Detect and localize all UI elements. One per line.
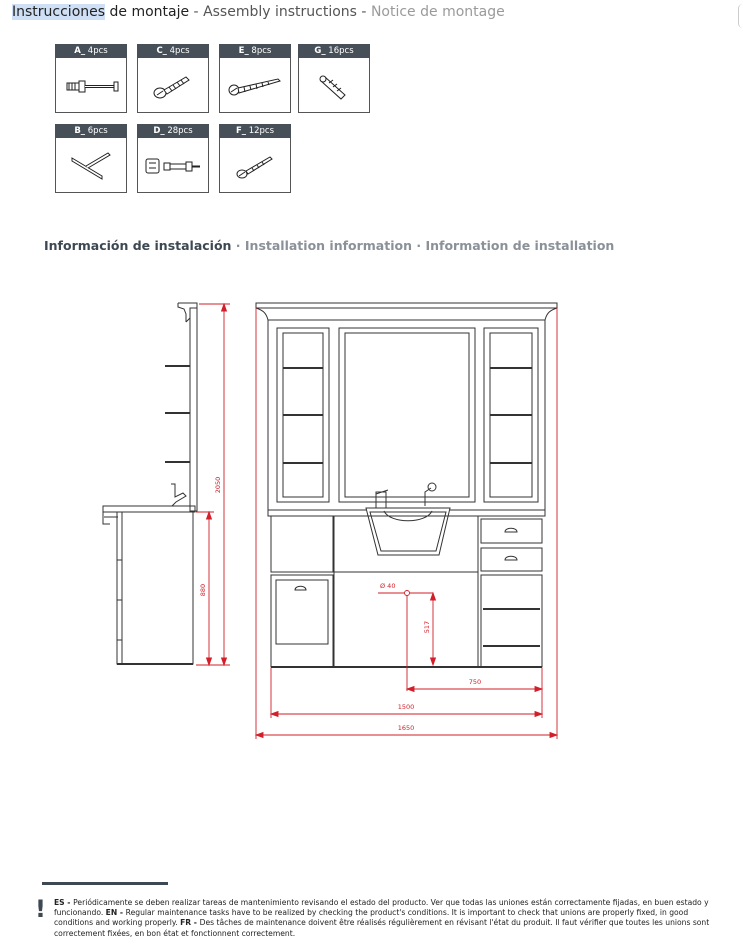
note-label-fr: FR - bbox=[180, 918, 200, 928]
part-letter: A_ bbox=[74, 46, 86, 56]
header-title-en: Assembly instructions bbox=[203, 4, 357, 20]
dimension-total-height: 2050 bbox=[214, 476, 222, 494]
header-title-fr: Notice de montage bbox=[370, 4, 505, 20]
title-separator: · bbox=[231, 238, 245, 253]
part-quantity: 16pcs bbox=[325, 46, 354, 56]
header-separator: - bbox=[356, 4, 371, 20]
dimension-drain-diameter: Ø 40 bbox=[380, 582, 396, 590]
maintenance-note bbox=[54, 898, 726, 939]
footer-divider bbox=[42, 882, 168, 885]
note-text-es: Periódicamente se deben realizar tareas de mantenimiento revisando el estado del producto. Ver que todas las uniones están correctamente fijadas, en buen estado y funcionando. bbox=[54, 898, 709, 918]
note-label-es: ES - bbox=[54, 898, 74, 907]
note-label-en: EN - bbox=[105, 908, 126, 918]
dimension-counter-height: 880 bbox=[199, 583, 207, 597]
part-letter: D_ bbox=[153, 126, 165, 136]
front-view bbox=[256, 303, 557, 667]
part-quantity: 4pcs bbox=[85, 46, 108, 56]
title-separator: · bbox=[412, 238, 426, 253]
part-letter: B_ bbox=[74, 126, 86, 136]
part-letter: E_ bbox=[238, 46, 249, 56]
part-letter: F_ bbox=[235, 126, 247, 136]
header-title-es: Instrucciones bbox=[12, 4, 106, 20]
installation-title-es: Información de instalación bbox=[44, 238, 232, 253]
side-view bbox=[103, 303, 197, 664]
dimension-total-width: 1650 bbox=[397, 724, 415, 732]
dimension-drain-height: 517 bbox=[423, 620, 431, 634]
installation-title-fr: Information de installation bbox=[425, 238, 615, 253]
page-edge-mark bbox=[738, 4, 743, 28]
dimension-cabinet-width: 1500 bbox=[397, 703, 415, 711]
part-quantity: 12pcs bbox=[246, 126, 275, 136]
note-text-en: Regular maintenance tasks have to be realized by checking the product's conditions. It is important to check that unions are properly fixed, in good conditions and working properly. bbox=[54, 908, 689, 928]
part-letter: C_ bbox=[156, 46, 167, 56]
part-quantity: 8pcs bbox=[248, 46, 272, 56]
part-quantity: 28pcs bbox=[164, 126, 193, 136]
exclamation-icon: ! bbox=[35, 895, 46, 923]
header-title-es-rest: de montaje bbox=[105, 4, 190, 20]
part-letter: G_ bbox=[314, 46, 326, 56]
dimension-drain-offset: 750 bbox=[468, 678, 482, 686]
installation-title-en: Installation information bbox=[244, 238, 412, 253]
part-quantity: 4pcs bbox=[166, 46, 190, 56]
part-quantity: 6pcs bbox=[85, 126, 108, 136]
note-text-fr: Des tâches de maintenance doivent être réalisés régulièrement en révisant l'état du produit. Il faut vérifier que toutes les unions sont correctement fixées, en bon état et fonctionnent correctement. bbox=[54, 918, 710, 938]
header-separator: - bbox=[189, 4, 204, 20]
